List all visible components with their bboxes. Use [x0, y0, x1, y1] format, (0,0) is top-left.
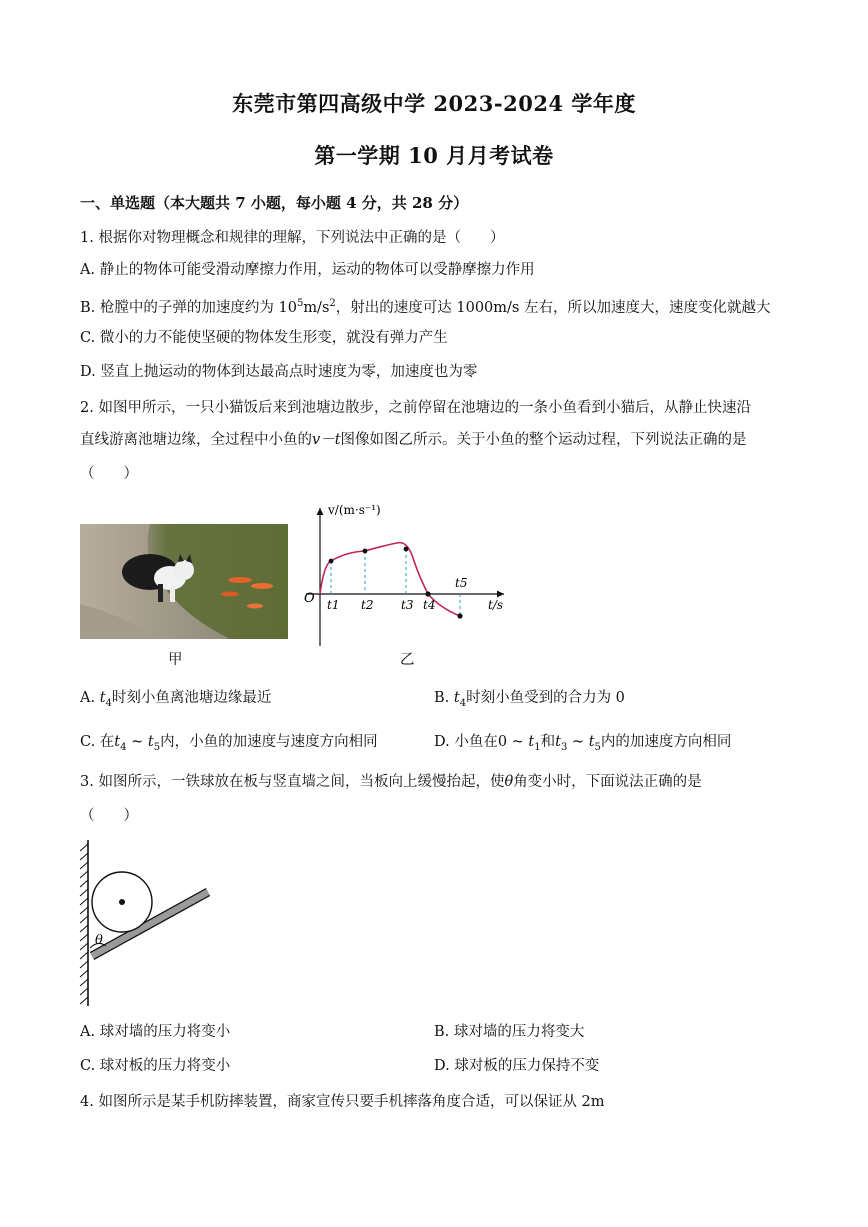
wall-hatch — [80, 916, 88, 923]
section-heading: 一、单选题（本大题共 7 小题，每小题 4 分，共 28 分） — [80, 194, 469, 212]
point-t4 — [425, 591, 430, 596]
q3-option-b: B. 球对墙的压力将变大 — [434, 1024, 585, 1040]
wall-hatch — [80, 898, 88, 905]
q2-stem-line2: 直线游离池塘边缘，全过程中小鱼的v－t图像如图乙所示。关于小鱼的整个运动过程，下列说法正确的是 — [80, 432, 747, 448]
cat-pond-photo — [80, 524, 288, 639]
wall-hatch — [80, 853, 88, 860]
q3-option-d: D. 球对板的压力保持不变 — [434, 1058, 600, 1074]
wall-hatch — [80, 943, 88, 950]
wall-hatch — [80, 862, 88, 869]
point-t1 — [329, 559, 334, 564]
exam-title-line2: 第一学期 10 月月考试卷 — [314, 143, 554, 168]
vt-graph — [298, 496, 518, 652]
ball-center — [119, 899, 125, 905]
point-t3 — [404, 547, 409, 552]
t-label-2: t2 — [361, 598, 374, 612]
q3-option-a: A. 球对墙的压力将变小 — [80, 1024, 231, 1040]
graph-origin: O — [304, 591, 315, 606]
q1-option-c: C. 微小的力不能使坚硬的物体发生形变，就没有弹力产生 — [80, 330, 448, 346]
wall-hatch — [80, 970, 88, 977]
q2-option-c: C. 在$t_4$ ~ $t_5$内，小鱼的加速度与速度方向相同 — [80, 734, 378, 753]
q2-stem-line1: 2. 如图甲所示，一只小猫饭后来到池塘边散步，之前停留在池塘边的一条小鱼看到小猫后，从静止快速沿 — [80, 400, 751, 416]
wall-hatch — [80, 925, 88, 932]
wall-hatch — [80, 880, 88, 887]
q1-option-a: A. 静止的物体可能受滑动摩擦力作用，运动的物体可以受静摩擦力作用 — [80, 262, 535, 278]
q3-stem: 3. 如图所示，一铁球放在板与竖直墙之间，当板向上缓慢抬起，使θ角变小时，下面说法正确的是 — [80, 774, 702, 790]
point-t5 — [457, 613, 462, 618]
wall-hatch — [80, 889, 88, 896]
q1-stem: 1. 根据你对物理概念和规律的理解，下列说法中正确的是（ ） — [80, 230, 505, 246]
q2-option-a: A. $t_4$时刻小鱼离池塘边缘最近 — [80, 690, 272, 709]
t-label-1: t1 — [327, 598, 340, 612]
wall-hatch — [80, 952, 88, 959]
t-label-3: t3 — [401, 598, 414, 612]
point-t2 — [363, 549, 368, 554]
ball-wall-figure — [76, 838, 216, 1008]
q2-answer-paren: （ ） — [80, 466, 138, 482]
exam-title-line1: 东莞市第四高级中学 2023-2024 学年度 — [232, 91, 636, 116]
graph-ylabel: v/(m·s⁻¹) — [328, 503, 381, 517]
q1-option-d: D. 竖直上抛运动的物体到达最高点时速度为零，加速度也为零 — [80, 364, 478, 380]
q1-option-b: B. 枪膛中的子弹的加速度约为 $10^5m/s^2$，射出的速度可达 1000m/s 左右，所以加速度大，速度变化就越大 — [80, 298, 771, 316]
q2-option-d: D. 小鱼在0 ~ $t_1$和$t_3$ ~ $t_5$内的加速度方向相同 — [434, 734, 732, 753]
q4-stem: 4. 如图所示是某手机防摔装置，商家宣传只要手机摔落角度合适，可以保证从 2m — [80, 1094, 605, 1110]
velocity-curve — [320, 543, 460, 616]
wall-hatch — [80, 979, 88, 986]
q2-option-b: B. $t_4$时刻小鱼受到的合力为 0 — [434, 690, 625, 709]
wall-hatch — [80, 844, 88, 851]
wall-hatch — [80, 988, 88, 995]
wall-hatch — [80, 961, 88, 968]
wall-hatch — [80, 934, 88, 941]
graph-xlabel: t/s — [488, 598, 504, 612]
t-label-5: t5 — [455, 576, 468, 590]
t-label-4: t4 — [423, 598, 436, 612]
figure-caption-yi: 乙 — [400, 652, 415, 668]
wall-hatch — [80, 907, 88, 914]
q3-answer-paren: （ ） — [80, 808, 138, 824]
wall-hatch — [80, 871, 88, 878]
wall-hatch — [80, 997, 88, 1004]
theta-label: θ — [95, 933, 103, 948]
q3-option-c: C. 球对板的压力将变小 — [80, 1058, 231, 1074]
figure-caption-jia: 甲 — [168, 652, 183, 668]
